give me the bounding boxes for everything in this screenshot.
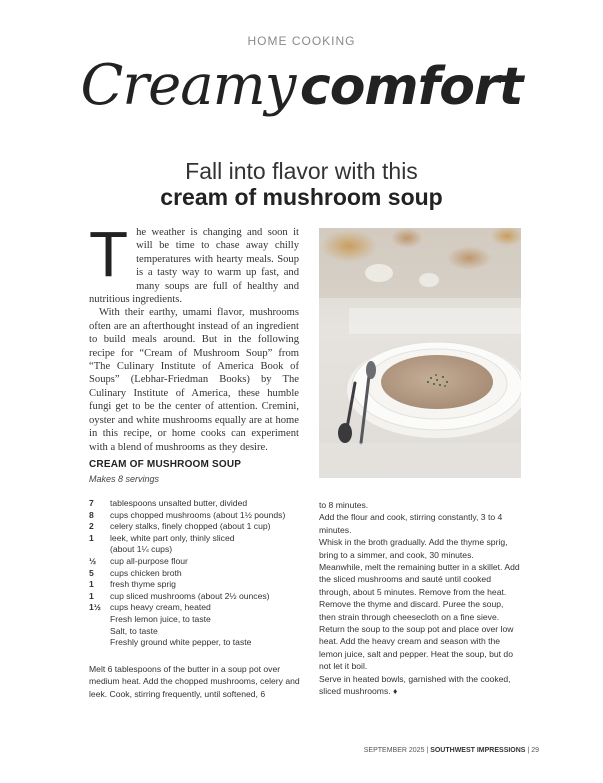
ingredient-item xyxy=(89,533,304,545)
direction-step: Add the flour and cook, stirring constantly, 3 to 4 minutes. xyxy=(319,512,503,535)
footer-separator: | xyxy=(424,747,431,754)
footer-separator: | xyxy=(525,747,532,754)
ingredient-text: Salt, to taste xyxy=(110,625,158,636)
soup-photo-image xyxy=(319,228,521,478)
ingredient-qty: ½ xyxy=(89,555,97,566)
ingredient-item xyxy=(89,568,304,580)
intro-article xyxy=(89,218,299,454)
ingredient-text: Fresh lemon juice, to taste xyxy=(110,613,211,624)
footer-date: SEPTEMBER 2025 xyxy=(363,747,425,754)
ingredient-item xyxy=(89,544,304,556)
ingredient-item xyxy=(89,510,304,522)
ingredient-text: celery stalks, finely chopped (about 1 cup) xyxy=(110,521,271,532)
direction-step: Melt 6 tablespoons of the butter in a soup pot over medium heat. Add the chopped mushrooms, celery and leek. Cook, stirring frequently, until softened, 6 xyxy=(89,664,300,699)
subtitle-line-1: Fall into flavor with this xyxy=(185,158,418,184)
ingredient-qty: 1 xyxy=(89,532,94,543)
ingredient-text: cups chopped mushrooms (about 1½ pounds) xyxy=(110,509,286,520)
direction-step: Meanwhile, melt the remaining butter in a skillet. Add the sliced mushrooms and sauté until cooked through, about 5 minutes. Remove from the heat. xyxy=(319,562,520,597)
direction-step: Serve in heated bowls, garnished with the cooked, sliced mushrooms. ♦ xyxy=(319,673,511,697)
ingredient-item xyxy=(89,637,304,649)
ingredient-qty xyxy=(89,544,110,556)
ingredient-text: fresh thyme sprig xyxy=(110,579,176,590)
page-footer xyxy=(364,747,539,754)
ingredient-text: cup sliced mushrooms (about 2½ ounces) xyxy=(110,590,270,601)
directions-left-column xyxy=(89,663,302,700)
subtitle-line-2: cream of mushroom soup xyxy=(160,184,443,210)
direction-step: Whisk in the broth gradually. Add the thyme sprig, bring to a simmer, and cook, 30 minutes. xyxy=(319,537,508,560)
title-bold-word: comfort xyxy=(299,57,523,117)
ingredient-text: cups heavy cream, heated xyxy=(110,602,211,613)
ingredient-qty xyxy=(89,626,110,638)
ingredient-qty xyxy=(89,637,110,649)
page-title xyxy=(0,53,603,118)
intro-paragraph-1-text: he weather is changing and soon it will be time to chase away chilly temperatures with hearty meals. Soup is a tasty way to warm up fast, and many soups are full of healthy and nutritious ingredients. xyxy=(89,227,299,306)
ingredient-list xyxy=(89,498,304,649)
ingredient-qty: 7 xyxy=(89,498,94,508)
ingredient-text: tablespoons unsalted butter, divided xyxy=(110,498,248,508)
direction-step: Return the soup to the soup pot and place over low heat. Add the heavy cream and season with the lemon juice, salt and pepper. Heat the soup, but do not let it boil. xyxy=(319,624,514,672)
soup-photo xyxy=(319,228,521,478)
ingredient-qty: 8 xyxy=(89,509,94,520)
footer-page-number: 29 xyxy=(531,747,539,754)
ingredient-item xyxy=(89,579,304,591)
ingredient-item xyxy=(89,498,304,510)
ingredient-qty: 1½ xyxy=(89,602,101,613)
ingredient-text: (about 1¼ cups) xyxy=(110,544,173,555)
recipe-title: CREAM OF MUSHROOM SOUP xyxy=(89,459,242,470)
directions-right-column xyxy=(319,499,522,698)
ingredient-text: Freshly ground white pepper, to taste xyxy=(110,637,252,648)
direction-step: Remove the thyme and discard. Puree the soup, then strain through cheesecloth on a fine sieve. xyxy=(319,599,504,622)
ingredient-text: leek, white part only, thinly sliced xyxy=(110,532,235,543)
ingredient-qty: 2 xyxy=(89,521,94,532)
ingredient-item xyxy=(89,556,304,568)
direction-step: to 8 minutes. xyxy=(319,500,369,510)
intro-paragraph-1 xyxy=(89,218,299,306)
footer-publication: SOUTHWEST IMPRESSIONS xyxy=(430,747,526,754)
ingredient-item xyxy=(89,591,304,603)
ingredient-item xyxy=(89,614,304,626)
ingredient-item xyxy=(89,521,304,533)
ingredient-item xyxy=(89,626,304,638)
ingredient-text: cup all-purpose flour xyxy=(110,555,188,566)
ingredient-qty xyxy=(89,614,110,626)
ingredient-item xyxy=(89,602,304,614)
ingredient-qty: 5 xyxy=(89,567,94,578)
section-label: HOME COOKING xyxy=(247,34,356,48)
title-script-word: Creamy xyxy=(80,53,296,118)
ingredient-qty: 1 xyxy=(89,579,94,590)
intro-paragraph-2: With their earthy, umami flavor, mushrooms often are an afterthought instead of an ingredient to build meals around. But in the following recipe for “Cream of Mushroom Soup” from “The Culinary Institute of America Book of Soups” (Lebhar-Friedman Books) by The Culinary Institute of America, these humble fungi get to be the center of attention. Cremini, oyster and white mushrooms equally are at home in this recipe, or home cooks can experiment with a blend of mushrooms as they desire. xyxy=(89,307,299,453)
ingredient-qty: 1 xyxy=(89,590,94,601)
drop-cap: T xyxy=(89,218,129,290)
ingredient-text: cups chicken broth xyxy=(110,567,182,578)
recipe-servings: Makes 8 servings xyxy=(89,474,160,484)
